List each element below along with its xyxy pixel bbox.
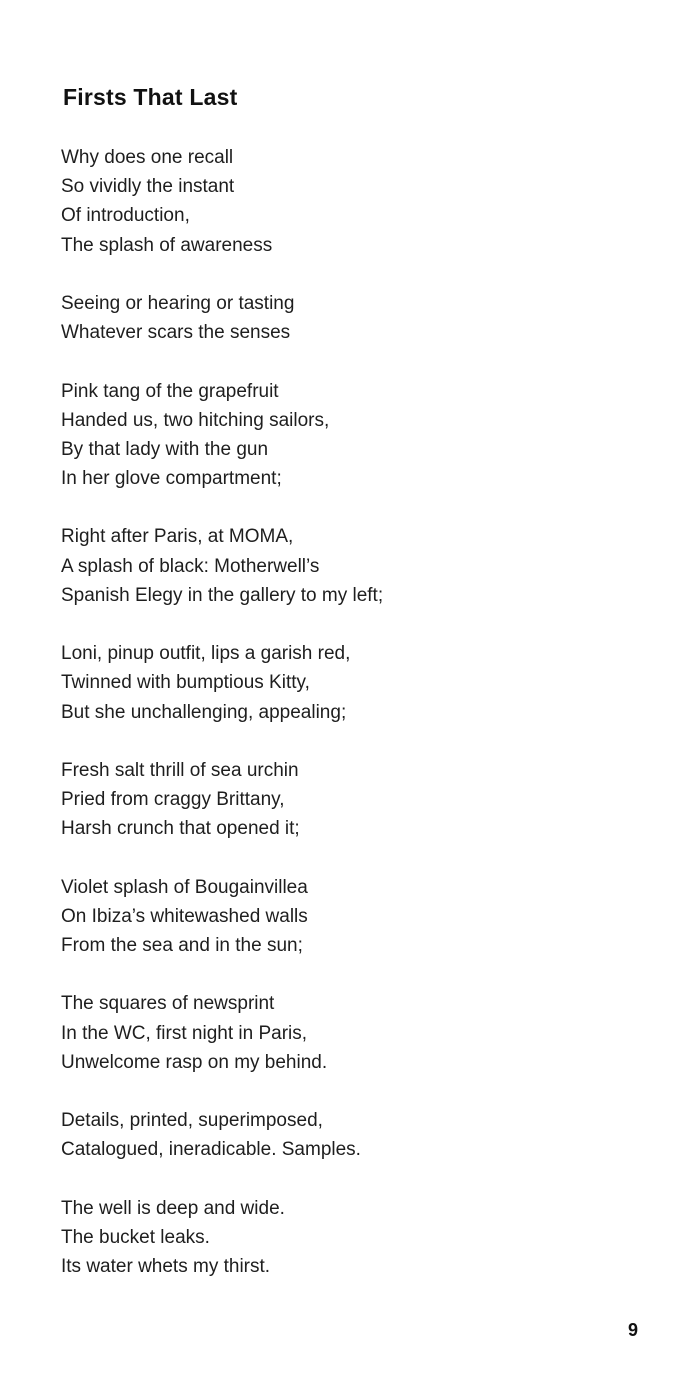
poem-line: Fresh salt thrill of sea urchin <box>61 759 299 781</box>
poem-line: Of introduction, <box>61 205 190 227</box>
poem-line: Catalogued, ineradicable. Samples. <box>61 1139 361 1161</box>
poem-line: So vividly the instant <box>61 176 235 198</box>
poem-line: Pried from craggy Brittany, <box>61 789 285 811</box>
poem-line: In her glove compartment; <box>61 468 282 490</box>
stanza <box>61 1194 621 1282</box>
poem-line: In the WC, first night in Paris, <box>61 1022 308 1044</box>
poem-body <box>61 143 621 1311</box>
stanza <box>61 989 621 1077</box>
stanza <box>61 873 621 961</box>
poem-line: Loni, pinup outfit, lips a garish red, <box>61 643 351 665</box>
poem-line: Unwelcome rasp on my behind. <box>61 1051 328 1073</box>
poem-line: The well is deep and wide. <box>61 1197 285 1219</box>
poem-line: On Ibiza’s whitewashed walls <box>61 905 308 927</box>
poem-line: Details, printed, superimposed, <box>61 1110 323 1132</box>
poem-line: By that lady with the gun <box>61 438 269 460</box>
poem-line: Violet splash of Bougainvillea <box>61 876 308 898</box>
poem-line: Its water whets my thirst. <box>61 1256 271 1278</box>
poem-line: The bucket leaks. <box>61 1226 210 1248</box>
poem-line: The splash of awareness <box>61 234 273 256</box>
poem-line: Seeing or hearing or tasting <box>61 292 295 314</box>
poem-line: Twinned with bumptious Kitty, <box>61 672 310 694</box>
poem-line: But she unchallenging, appealing; <box>61 701 347 723</box>
poem-line: From the sea and in the sun; <box>61 935 303 957</box>
stanza <box>61 1106 621 1164</box>
stanza <box>61 639 621 727</box>
stanza <box>61 756 621 844</box>
page-number: 9 <box>627 1320 638 1340</box>
poem-line: Why does one recall <box>61 147 234 168</box>
poem-line: The squares of newsprint <box>61 993 275 1015</box>
poem-line: Whatever scars the senses <box>61 322 291 344</box>
stanza <box>61 289 621 347</box>
poem-line: Spanish Elegy in the gallery to my left; <box>61 584 384 606</box>
stanza <box>61 377 621 494</box>
poem-line: Harsh crunch that opened it; <box>61 818 300 840</box>
poem-line: A splash of black: Motherwell’s <box>61 555 320 577</box>
poem-title: Firsts That Last <box>63 84 238 110</box>
stanza <box>61 522 621 610</box>
poem-line: Right after Paris, at MOMA, <box>61 526 294 548</box>
poem-line: Handed us, two hitching sailors, <box>61 409 330 431</box>
poem-line: Pink tang of the grapefruit <box>61 380 279 402</box>
stanza <box>61 143 621 260</box>
